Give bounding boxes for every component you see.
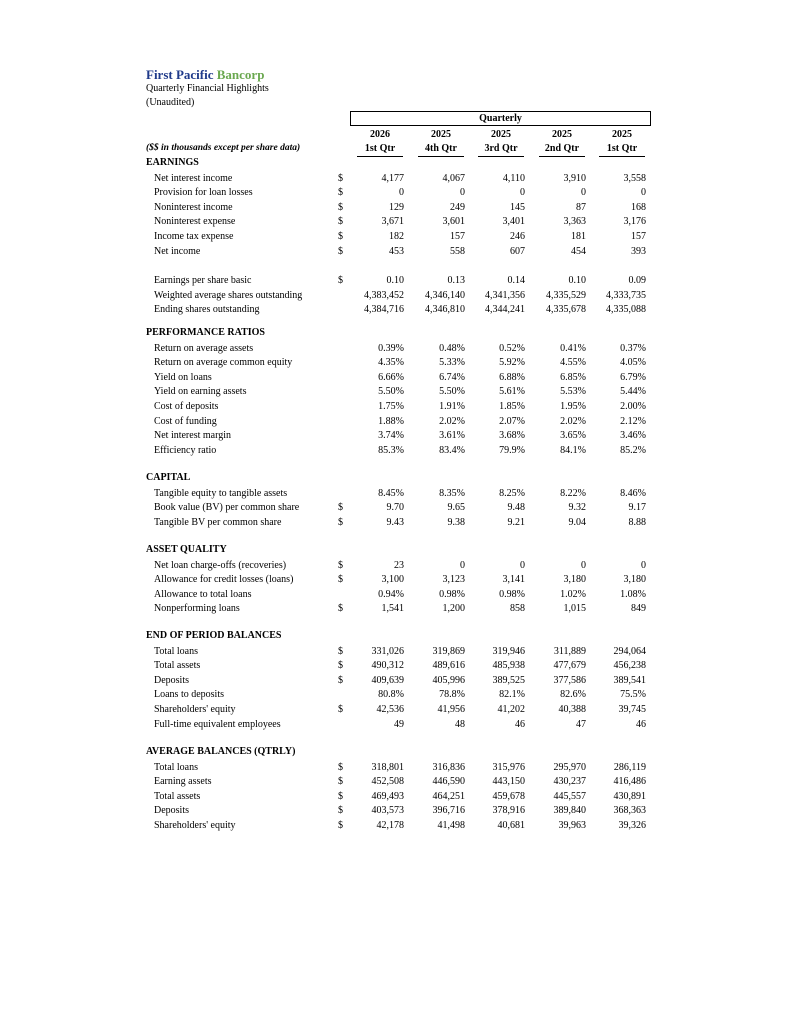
cell-value: 0.37% <box>620 342 646 354</box>
row-label: Tangible BV per common share <box>154 516 282 528</box>
cell-value: 316,836 <box>432 761 465 773</box>
cell-value: 39,745 <box>618 704 646 715</box>
cell-value: 182 <box>389 231 404 242</box>
column-quarter: 1st Qtr <box>599 142 645 157</box>
section-title: END OF PERIOD BALANCES <box>146 630 282 641</box>
cell-value: 85.3% <box>378 444 404 456</box>
table-row <box>0 602 791 616</box>
row-label: Total loans <box>154 761 199 773</box>
cell-value: 3,176 <box>623 216 646 228</box>
row-label: Total assets <box>154 660 201 672</box>
table-row <box>0 703 791 717</box>
cell-value: 8.35% <box>439 487 465 499</box>
currency-symbol: $ <box>338 704 343 715</box>
currency-symbol: $ <box>338 187 343 199</box>
cell-value: 477,679 <box>553 660 586 672</box>
cell-value: 9.38 <box>447 516 465 528</box>
cell-value: 453 <box>389 245 404 257</box>
table-row <box>0 804 791 818</box>
row-label: Noninterest income <box>154 201 233 213</box>
cell-value: 0.14 <box>507 275 525 286</box>
cell-value: 40,388 <box>558 704 586 715</box>
company-name <box>146 67 269 82</box>
cell-value: 6.79% <box>620 371 646 383</box>
cell-value: 46 <box>515 718 525 730</box>
table-row <box>0 761 791 775</box>
cell-value: 389,840 <box>553 805 586 817</box>
cell-value: 452,508 <box>371 776 404 788</box>
cell-value: 40,681 <box>497 820 525 831</box>
cell-value: 4,335,678 <box>546 304 586 316</box>
cell-value: 0 <box>581 559 586 571</box>
table-row <box>0 215 791 229</box>
cell-value: 23 <box>394 559 404 571</box>
cell-value: 181 <box>571 231 586 242</box>
cell-value: 3,558 <box>623 172 646 184</box>
table-row <box>0 659 791 673</box>
cell-value: 0.10 <box>568 275 586 286</box>
cell-value: 3,180 <box>563 574 586 586</box>
cell-value: 4,067 <box>442 172 465 184</box>
cell-value: 2.02% <box>560 415 586 427</box>
cell-value: 377,586 <box>553 674 586 686</box>
cell-value: 4.05% <box>620 357 646 369</box>
cell-value: 49 <box>394 718 404 730</box>
row-label: Income tax expense <box>154 231 234 242</box>
cell-value: 9.70 <box>386 502 404 514</box>
cell-value: 446,590 <box>432 776 465 788</box>
cell-value: 0.41% <box>560 342 586 354</box>
unaudited-note: (Unaudited) <box>146 97 195 108</box>
section-title: AVERAGE BALANCES (QTRLY) <box>146 746 296 757</box>
cell-value: 378,916 <box>492 805 525 817</box>
cell-value: 4.55% <box>560 357 586 369</box>
cell-value: 4,346,810 <box>425 304 465 316</box>
table-row <box>0 501 791 515</box>
cell-value: 157 <box>450 231 465 242</box>
cell-value: 2.07% <box>499 415 525 427</box>
table-row <box>0 429 791 443</box>
cell-value: 168 <box>631 201 646 213</box>
column-year: 2025 <box>431 129 451 140</box>
table-row <box>0 385 791 399</box>
currency-symbol: $ <box>338 231 343 242</box>
cell-value: 1.91% <box>439 401 465 412</box>
cell-value: 4,110 <box>502 172 525 184</box>
table-row <box>0 645 791 659</box>
cell-value: 8.22% <box>560 487 586 499</box>
row-label: Net interest margin <box>154 430 232 442</box>
cell-value: 0.13 <box>447 275 465 286</box>
table-row <box>0 303 791 317</box>
cell-value: 41,956 <box>437 704 465 715</box>
cell-value: 490,312 <box>371 660 404 672</box>
cell-value: 6.88% <box>499 371 525 383</box>
cell-value: 8.25% <box>499 487 525 499</box>
cell-value: 396,716 <box>432 805 465 817</box>
cell-value: 4,384,716 <box>364 304 404 316</box>
row-label: Noninterest expense <box>154 216 236 228</box>
cell-value: 409,639 <box>371 674 404 686</box>
cell-value: 9.32 <box>568 502 586 514</box>
row-label: Earning assets <box>154 776 212 788</box>
cell-value: 4,177 <box>381 172 404 184</box>
cell-value: 849 <box>631 603 646 615</box>
cell-value: 4,335,088 <box>606 304 646 316</box>
cell-value: 0 <box>399 187 404 199</box>
table-row <box>0 790 791 804</box>
column-year: 2025 <box>612 129 632 140</box>
cell-value: 3,100 <box>381 574 404 586</box>
cell-value: 246 <box>510 231 525 242</box>
currency-symbol: $ <box>338 660 343 672</box>
cell-value: 85.2% <box>620 444 646 456</box>
cell-value: 3,671 <box>381 216 404 228</box>
cell-value: 3,601 <box>442 216 465 228</box>
cell-value: 1.85% <box>499 401 525 412</box>
cell-value: 393 <box>631 245 646 257</box>
currency-symbol: $ <box>338 559 343 571</box>
cell-value: 459,678 <box>492 790 525 802</box>
cell-value: 42,536 <box>376 704 404 715</box>
company-name-second: Bancorp <box>216 67 265 82</box>
cell-value: 8.45% <box>378 487 404 499</box>
column-quarter: 2nd Qtr <box>539 142 585 157</box>
cell-value: 4,335,529 <box>546 289 586 301</box>
row-label: Allowance for credit losses (loans) <box>154 574 294 586</box>
cell-value: 41,202 <box>497 704 525 715</box>
cell-value: 0.48% <box>439 342 465 354</box>
cell-value: 3.61% <box>439 430 465 442</box>
report-header <box>146 67 269 110</box>
cell-value: 1,015 <box>563 603 586 615</box>
cell-value: 0 <box>641 559 646 571</box>
cell-value: 4,344,241 <box>485 304 525 316</box>
cell-value: 78.8% <box>439 689 465 701</box>
cell-value: 469,493 <box>371 790 404 802</box>
row-label: Loans to deposits <box>154 689 224 701</box>
cell-value: 389,541 <box>613 674 646 686</box>
cell-value: 0 <box>520 559 525 571</box>
row-label: Allowance to total loans <box>154 588 252 600</box>
cell-value: 430,891 <box>613 790 646 802</box>
cell-value: 0 <box>460 187 465 199</box>
cell-value: 1.08% <box>620 588 646 600</box>
column-year: 2025 <box>552 129 572 140</box>
cell-value: 464,251 <box>432 790 465 802</box>
cell-value: 5.33% <box>439 357 465 369</box>
cell-value: 445,557 <box>553 790 586 802</box>
cell-value: 319,946 <box>492 645 525 657</box>
cell-value: 0.10 <box>386 275 404 286</box>
cell-value: 1.02% <box>560 588 586 600</box>
cell-value: 9.48 <box>507 502 525 514</box>
cell-value: 5.53% <box>560 386 586 398</box>
cell-value: 2.12% <box>620 415 646 427</box>
cell-value: 368,363 <box>613 805 646 817</box>
row-label: Total assets <box>154 790 201 802</box>
cell-value: 1.95% <box>560 401 586 412</box>
cell-value: 311,889 <box>553 645 586 657</box>
cell-value: 319,869 <box>432 645 465 657</box>
section-title: ASSET QUALITY <box>146 544 227 555</box>
cell-value: 0.98% <box>439 588 465 600</box>
table-row <box>0 342 791 356</box>
cell-value: 0 <box>520 187 525 199</box>
row-label: Net loan charge-offs (recoveries) <box>154 559 287 571</box>
row-label: Provision for loan losses <box>154 187 253 199</box>
cell-value: 4,346,140 <box>425 289 465 301</box>
units-label: ($$ in thousands except per share data) <box>146 143 301 153</box>
cell-value: 5.92% <box>499 357 525 369</box>
cell-value: 48 <box>455 718 465 730</box>
cell-value: 3.68% <box>499 430 525 442</box>
row-label: Deposits <box>154 674 189 686</box>
cell-value: 3,910 <box>563 172 586 184</box>
cell-value: 9.21 <box>507 516 525 528</box>
cell-value: 249 <box>450 201 465 213</box>
cell-value: 456,238 <box>613 660 646 672</box>
cell-value: 318,801 <box>371 761 404 773</box>
cell-value: 443,150 <box>492 776 525 788</box>
cell-value: 2.02% <box>439 415 465 427</box>
cell-value: 4,333,735 <box>606 289 646 301</box>
cell-value: 416,486 <box>613 776 646 788</box>
row-label: Shareholders' equity <box>154 820 236 831</box>
currency-symbol: $ <box>338 245 343 257</box>
cell-value: 9.04 <box>568 516 586 528</box>
currency-symbol: $ <box>338 603 343 615</box>
table-row <box>0 172 791 186</box>
table-row <box>0 201 791 215</box>
currency-symbol: $ <box>338 275 343 286</box>
row-label: Cost of funding <box>154 415 217 427</box>
cell-value: 145 <box>510 201 525 213</box>
cell-value: 403,573 <box>371 805 404 817</box>
row-label: Efficiency ratio <box>154 444 217 456</box>
table-row <box>0 274 791 288</box>
section-title: PERFORMANCE RATIOS <box>146 327 265 338</box>
table-row <box>0 775 791 789</box>
row-label: Net interest income <box>154 172 233 184</box>
row-label: Shareholders' equity <box>154 704 236 715</box>
cell-value: 4,341,356 <box>485 289 525 301</box>
section-title: CAPITAL <box>146 472 191 483</box>
currency-symbol: $ <box>338 761 343 773</box>
cell-value: 157 <box>631 231 646 242</box>
currency-symbol: $ <box>338 172 343 184</box>
column-quarter: 1st Qtr <box>357 142 403 157</box>
currency-symbol: $ <box>338 776 343 788</box>
table-row <box>0 559 791 573</box>
cell-value: 0 <box>581 187 586 199</box>
row-label: Earnings per share basic <box>154 275 252 286</box>
row-label: Return on average common equity <box>154 357 293 369</box>
cell-value: 558 <box>450 245 465 257</box>
cell-value: 79.9% <box>499 444 525 456</box>
cell-value: 0.52% <box>499 342 525 354</box>
row-label: Cost of deposits <box>154 401 219 412</box>
table-row <box>0 400 791 414</box>
table-row <box>0 371 791 385</box>
cell-value: 83.4% <box>439 444 465 456</box>
row-label: Weighted average shares outstanding <box>154 289 303 301</box>
cell-value: 607 <box>510 245 525 257</box>
cell-value: 3.65% <box>560 430 586 442</box>
table-row <box>0 444 791 458</box>
cell-value: 41,498 <box>437 820 465 831</box>
cell-value: 82.6% <box>560 689 586 701</box>
section-title: EARNINGS <box>146 157 199 168</box>
cell-value: 286,119 <box>613 761 646 773</box>
cell-value: 9.43 <box>386 516 404 528</box>
cell-value: 3,401 <box>502 216 525 228</box>
cell-value: 0.94% <box>378 588 404 600</box>
cell-value: 489,616 <box>432 660 465 672</box>
cell-value: 3.74% <box>378 430 404 442</box>
company-name-first: First Pacific <box>146 67 214 82</box>
cell-value: 3,363 <box>563 216 586 228</box>
cell-value: 8.46% <box>620 487 646 499</box>
table-row <box>0 588 791 602</box>
row-label: Tangible equity to tangible assets <box>154 487 288 499</box>
table-row <box>0 674 791 688</box>
table-row <box>0 415 791 429</box>
cell-value: 454 <box>571 245 586 257</box>
row-label: Return on average assets <box>154 342 254 354</box>
column-quarter: 4th Qtr <box>418 142 464 157</box>
currency-symbol: $ <box>338 790 343 802</box>
cell-value: 0.98% <box>499 588 525 600</box>
currency-symbol: $ <box>338 201 343 213</box>
cell-value: 295,970 <box>553 761 586 773</box>
table-row <box>0 718 791 732</box>
cell-value: 8.88 <box>628 516 646 528</box>
table-row <box>0 186 791 200</box>
cell-value: 6.66% <box>378 371 404 383</box>
cell-value: 75.5% <box>620 689 646 701</box>
cell-value: 84.1% <box>560 444 586 456</box>
cell-value: 42,178 <box>376 820 404 831</box>
table-row <box>0 516 791 530</box>
cell-value: 485,938 <box>492 660 525 672</box>
cell-value: 5.61% <box>499 386 525 398</box>
table-row <box>0 688 791 702</box>
cell-value: 4.35% <box>378 357 404 369</box>
column-quarter: 3rd Qtr <box>478 142 524 157</box>
row-label: Yield on earning assets <box>154 386 247 398</box>
cell-value: 331,026 <box>371 645 404 657</box>
cell-value: 3,180 <box>623 574 646 586</box>
cell-value: 430,237 <box>553 776 586 788</box>
cell-value: 1.75% <box>378 401 404 412</box>
table-row <box>0 487 791 501</box>
table-row <box>0 289 791 303</box>
cell-value: 5.44% <box>620 386 646 398</box>
row-label: Full-time equivalent employees <box>154 718 281 730</box>
cell-value: 47 <box>576 718 586 730</box>
currency-symbol: $ <box>338 820 343 831</box>
currency-symbol: $ <box>338 645 343 657</box>
row-label: Net income <box>154 245 201 257</box>
cell-value: 6.74% <box>439 371 465 383</box>
cell-value: 3,141 <box>502 574 525 586</box>
cell-value: 9.17 <box>628 502 646 514</box>
cell-value: 0.39% <box>378 342 404 354</box>
cell-value: 80.8% <box>378 689 404 701</box>
row-label: Deposits <box>154 805 189 817</box>
cell-value: 4,383,452 <box>364 289 404 301</box>
currency-symbol: $ <box>338 516 343 528</box>
cell-value: 389,525 <box>492 674 525 686</box>
report-subtitle: Quarterly Financial Highlights <box>146 83 269 94</box>
row-label: Ending shares outstanding <box>154 304 260 316</box>
cell-value: 0 <box>460 559 465 571</box>
cell-value: 315,976 <box>492 761 525 773</box>
cell-value: 39,326 <box>618 820 646 831</box>
cell-value: 129 <box>389 201 404 213</box>
row-label: Total loans <box>154 645 199 657</box>
cell-value: 5.50% <box>439 386 465 398</box>
currency-symbol: $ <box>338 216 343 228</box>
quarterly-group-header: Quarterly <box>350 111 651 126</box>
currency-symbol: $ <box>338 674 343 686</box>
row-label: Nonperforming loans <box>154 603 240 615</box>
cell-value: 5.50% <box>378 386 404 398</box>
currency-symbol: $ <box>338 574 343 586</box>
column-year: 2025 <box>491 129 511 140</box>
cell-value: 46 <box>636 718 646 730</box>
currency-symbol: $ <box>338 805 343 817</box>
cell-value: 82.1% <box>499 689 525 701</box>
cell-value: 87 <box>576 201 586 213</box>
cell-value: 858 <box>510 603 525 615</box>
table-row <box>0 819 791 833</box>
cell-value: 1,200 <box>442 603 465 615</box>
cell-value: 3.46% <box>620 430 646 442</box>
currency-symbol: $ <box>338 502 343 514</box>
cell-value: 6.85% <box>560 371 586 383</box>
table-row <box>0 230 791 244</box>
cell-value: 9.65 <box>447 502 465 514</box>
cell-value: 1.88% <box>378 415 404 427</box>
cell-value: 294,064 <box>613 645 646 657</box>
table-row <box>0 356 791 370</box>
cell-value: 39,963 <box>558 820 586 831</box>
row-label: Yield on loans <box>154 371 212 383</box>
cell-value: 3,123 <box>442 574 465 586</box>
table-row <box>0 245 791 259</box>
cell-value: 1,541 <box>381 603 404 615</box>
row-label: Book value (BV) per common share <box>154 502 300 514</box>
cell-value: 2.00% <box>620 401 646 412</box>
cell-value: 0.09 <box>628 275 646 286</box>
table-row <box>0 573 791 587</box>
cell-value: 405,996 <box>432 674 465 686</box>
column-year: 2026 <box>370 129 390 140</box>
cell-value: 0 <box>641 187 646 199</box>
